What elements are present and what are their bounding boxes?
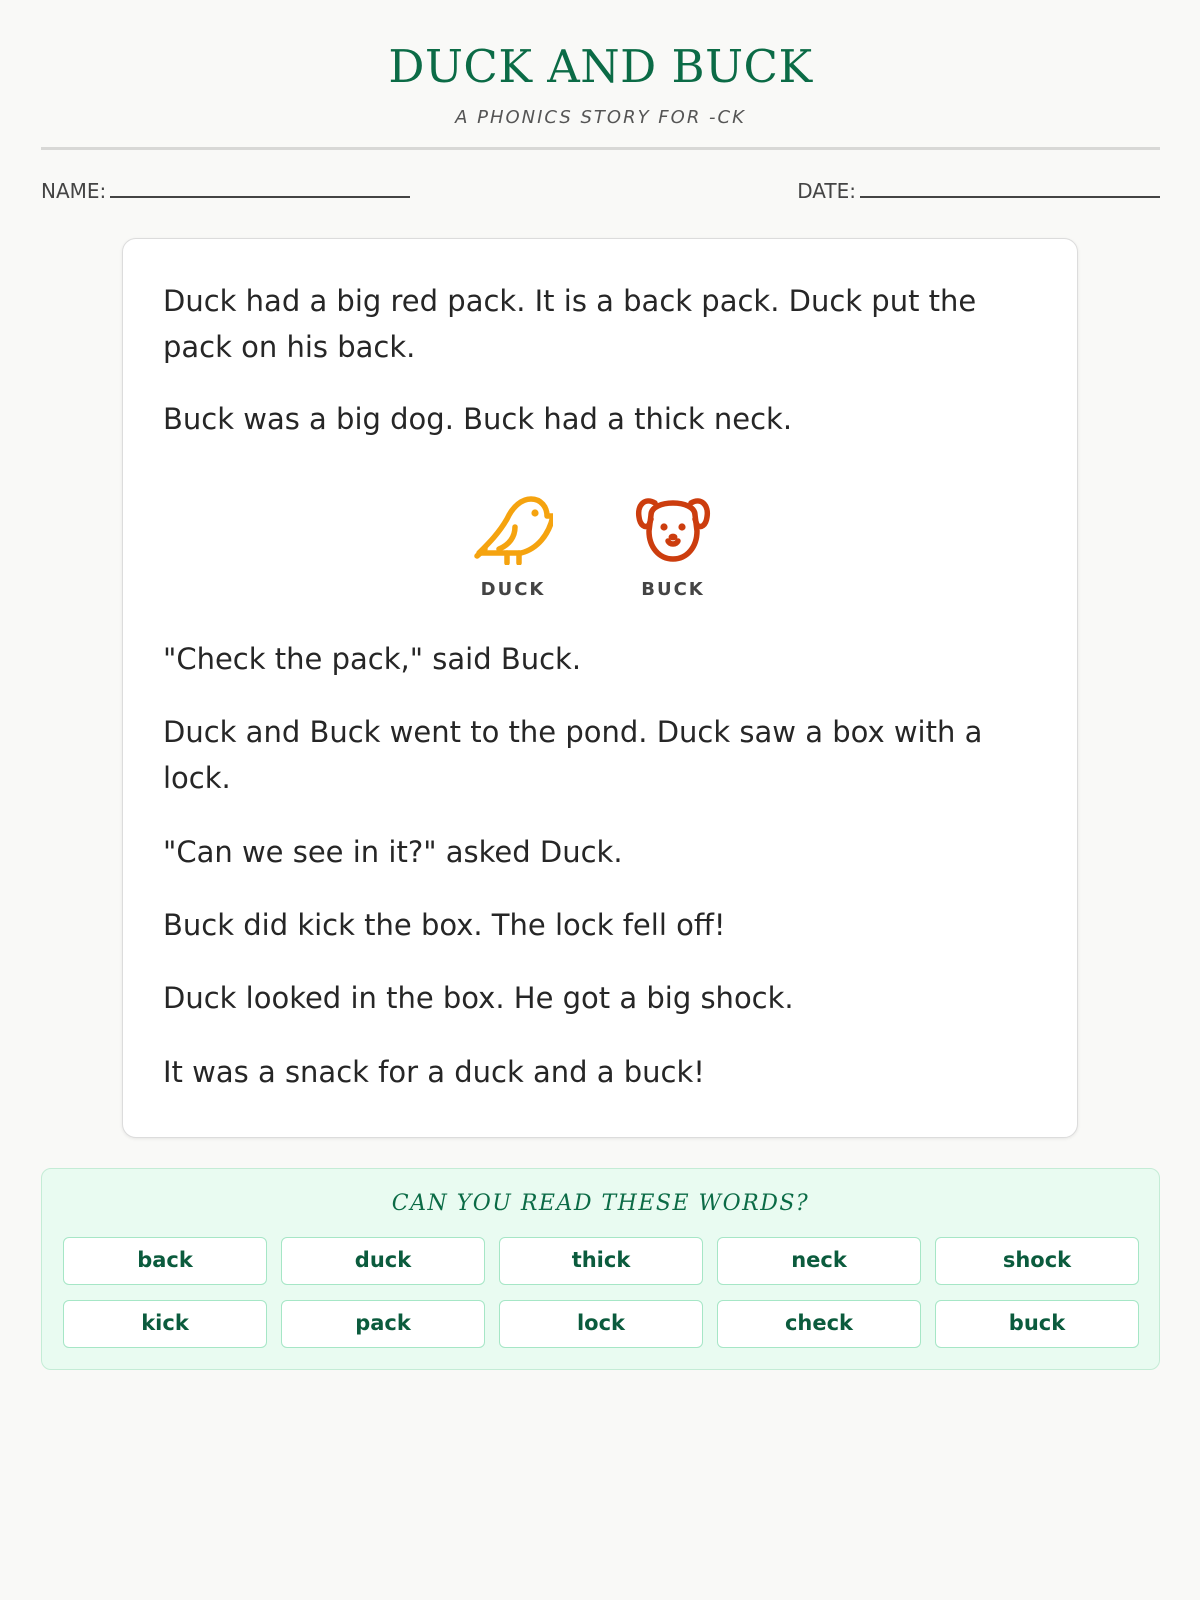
page-subtitle: A PHONICS STORY FOR -CK xyxy=(455,107,746,128)
name-label: NAME: xyxy=(41,179,107,203)
word-card: thick xyxy=(499,1237,703,1285)
bird-icon xyxy=(473,489,553,565)
story-card xyxy=(122,238,1078,1138)
word-card: kick xyxy=(63,1300,267,1348)
page-title: DUCK AND BUCK xyxy=(388,40,813,93)
story-paragraph: "Can we see in it?" asked Duck. xyxy=(163,835,623,869)
date-label: DATE: xyxy=(797,179,856,203)
word-card: pack xyxy=(281,1300,485,1348)
character-buck xyxy=(618,489,728,600)
word-practice-title: CAN YOU READ THESE WORDS? xyxy=(391,1191,810,1216)
word-card: neck xyxy=(717,1237,921,1285)
word-card: duck xyxy=(281,1237,485,1285)
story-paragraph: "Check the pack," said Buck. xyxy=(163,642,582,676)
word-card: lock xyxy=(499,1300,703,1348)
word-card: check xyxy=(717,1300,921,1348)
name-blank-line[interactable] xyxy=(110,180,410,198)
story-paragraph: Duck looked in the box. He got a big shock. xyxy=(163,981,794,1015)
date-blank-line[interactable] xyxy=(860,180,1160,198)
story-paragraph: It was a snack for a duck and a buck! xyxy=(163,1055,705,1089)
story-paragraph: Duck had a big red pack. It is a back pack. Duck put the pack on his back. xyxy=(163,284,977,364)
word-card: buck xyxy=(935,1300,1139,1348)
character-duck xyxy=(458,489,568,600)
dog-icon xyxy=(633,489,713,565)
story-paragraph: Buck was a big dog. Buck had a thick neck. xyxy=(163,402,793,436)
story-paragraph: Buck did kick the box. The lock fell off! xyxy=(163,908,726,942)
character-label: DUCK xyxy=(480,579,546,600)
character-label: BUCK xyxy=(641,579,705,600)
story-paragraph: Duck and Buck went to the pond. Duck saw a box with a lock. xyxy=(163,715,983,795)
date-field xyxy=(797,179,1160,203)
word-card: back xyxy=(63,1237,267,1285)
word-practice-box xyxy=(41,1168,1160,1370)
word-card: shock xyxy=(935,1237,1139,1285)
header-divider xyxy=(41,147,1160,150)
name-field xyxy=(41,179,410,203)
